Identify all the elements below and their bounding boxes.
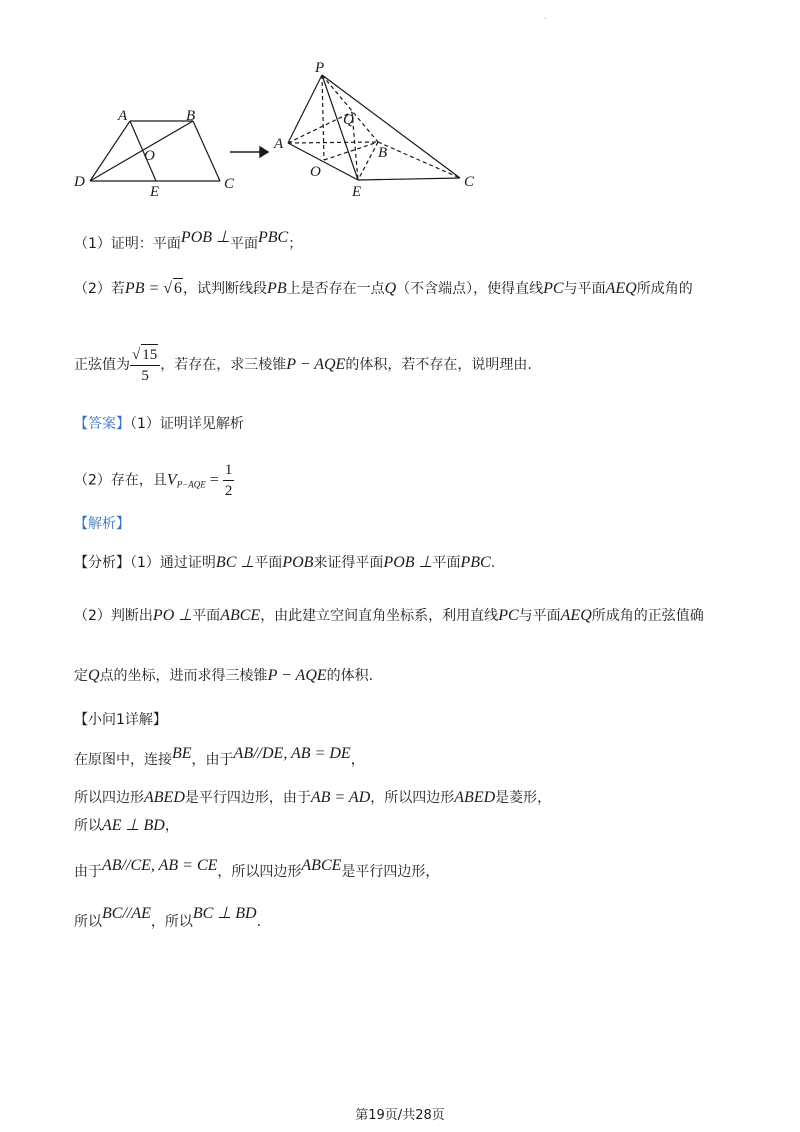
label-Q: Q xyxy=(343,112,354,128)
answer-line-1: 【答案】（1）证明详见解析 xyxy=(74,416,244,432)
edge-AB xyxy=(288,142,378,143)
label-E-right: E xyxy=(352,184,362,200)
detail-line-5: 所以BC//AE，所以BC ⊥ BD. xyxy=(74,905,262,930)
analysis-tag: 【解析】 xyxy=(74,516,130,532)
label-E-left: E xyxy=(150,184,160,200)
trapezoid-figure xyxy=(90,121,220,181)
edge-AD xyxy=(90,121,130,181)
fraction-sqrt15-over-5: $\frac{√ 15}{5}$ xyxy=(130,344,160,386)
label-D-left: D xyxy=(74,174,85,190)
corner-mark: · xyxy=(544,14,547,23)
label-B-right: B xyxy=(378,145,388,161)
label-O-right: O xyxy=(310,164,321,180)
question-2-line-1: （2）若PB = √ 6，试判断线段PB上是否存在一点Q（不含端点），使得直线PC与平面AEQ所成角的 xyxy=(74,280,693,297)
question-2-line-2: 正弦值为 $\frac{√ 15}{5}$ ，若存在，求三棱锥P − AQE的体积，若不存在，说明理由. xyxy=(74,344,532,386)
label-C-right: C xyxy=(464,174,475,190)
detail-line-4: 由于AB//CE, AB = CE，所以四边形ABCE是平行四边形， xyxy=(74,857,440,880)
answer-line-2: （2）存在，且$V_{P-AQE}$ = $\frac{1}{2}$ xyxy=(74,462,233,499)
analysis-line-3: 定Q点的坐标，进而求得三棱锥P − AQE的体积. xyxy=(74,667,374,684)
edge-PO xyxy=(322,75,324,160)
arrow-icon xyxy=(230,147,268,157)
label-A-left: A xyxy=(118,108,128,124)
detail-line-3: 所以AE ⊥ BD， xyxy=(74,817,179,834)
detail-tag-line xyxy=(74,710,167,730)
label-O-left: O xyxy=(144,148,155,164)
label-C-left: C xyxy=(224,176,235,192)
label-P: P xyxy=(315,60,325,76)
analysis-line-1: 【分析】（1）通过证明BC ⊥平面POB来证得平面POB ⊥平面PBC. xyxy=(74,554,496,571)
label-B-left: B xyxy=(186,108,196,124)
edge-EC xyxy=(358,178,460,180)
edge-PA xyxy=(288,75,322,143)
detail-tag: 【小问1详解】 xyxy=(74,712,167,728)
edge-PB xyxy=(322,75,378,142)
answer-tag: 【答案】 xyxy=(74,416,130,432)
analysis-line-2: （2）判断出PO ⊥平面ABCE，由此建立空间直角坐标系，利用直线PC与平面AEQ所成角的正弦值确 xyxy=(74,607,704,624)
edge-BD xyxy=(90,121,193,181)
question-1: （1）证明：平面POB ⊥平面PBC； xyxy=(74,229,303,252)
fraction-one-half: $\frac{1}{2}$ xyxy=(224,462,233,499)
label-A-right: A xyxy=(274,136,284,152)
page-number: 第19页/共28页 xyxy=(355,1108,445,1123)
detail-line-2: 所以四边形ABED是平行四边形，由于AB = AD，所以四边形ABED是菱形， xyxy=(74,789,552,806)
geometry-figure xyxy=(60,50,490,200)
analysis-tag-line xyxy=(74,514,130,534)
detail-line-1: 在原图中，连接BE，由于AB//DE, AB = DE， xyxy=(74,745,365,768)
edge-BC xyxy=(193,121,220,181)
